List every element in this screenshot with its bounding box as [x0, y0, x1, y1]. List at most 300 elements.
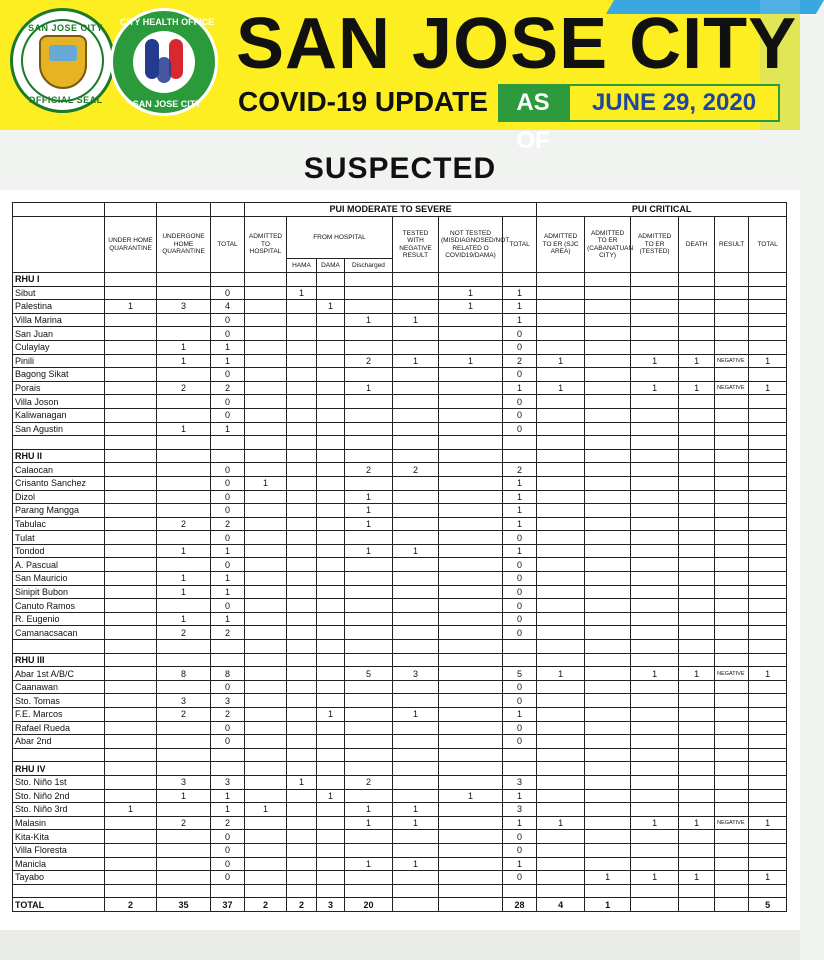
table-cell — [105, 653, 157, 667]
table-cell — [439, 476, 503, 490]
table-cell — [287, 762, 317, 776]
table-cell — [749, 327, 787, 341]
table-cell: 0 — [211, 476, 245, 490]
table-cell — [749, 408, 787, 422]
table-cell — [537, 558, 585, 572]
table-cell — [157, 871, 211, 885]
table-cell — [105, 436, 157, 450]
barangay-name: Tayabo — [13, 871, 105, 885]
table-cell — [503, 640, 537, 654]
table-cell — [105, 599, 157, 613]
table-cell: 1 — [287, 286, 317, 300]
table-cell: 3 — [211, 775, 245, 789]
table-cell — [631, 612, 679, 626]
barangay-name: A. Pascual — [13, 558, 105, 572]
table-cell — [105, 762, 157, 776]
table-cell — [439, 395, 503, 409]
table-cell — [439, 694, 503, 708]
table-cell — [287, 436, 317, 450]
table-cell: 1 — [245, 803, 287, 817]
table-cell: 0 — [503, 680, 537, 694]
table-cell — [749, 884, 787, 898]
table-cell — [631, 422, 679, 436]
table-cell — [345, 585, 393, 599]
table-cell — [585, 422, 631, 436]
table-cell — [345, 558, 393, 572]
seal-bottom-text: OFFICIAL SEAL — [28, 95, 103, 105]
table-cell — [749, 300, 787, 314]
table-cell: 3 — [317, 898, 345, 912]
table-cell — [345, 640, 393, 654]
table-cell: 1 — [679, 816, 715, 830]
col-death: DEATH — [679, 217, 715, 273]
table-cell — [157, 286, 211, 300]
table-cell — [393, 449, 439, 463]
table-cell — [245, 694, 287, 708]
barangay-name: Villa Joson — [13, 395, 105, 409]
table-row — [13, 721, 787, 735]
table-cell — [287, 748, 317, 762]
blank-row — [13, 748, 787, 762]
table-cell — [631, 626, 679, 640]
table-cell — [679, 789, 715, 803]
table-cell — [287, 531, 317, 545]
table-cell — [715, 612, 749, 626]
table-cell — [317, 368, 345, 382]
table-row — [13, 422, 787, 436]
table-cell — [245, 531, 287, 545]
table-cell — [503, 884, 537, 898]
table-cell — [715, 544, 749, 558]
table-cell — [715, 422, 749, 436]
table-cell — [585, 830, 631, 844]
table-cell — [105, 626, 157, 640]
table-cell: 0 — [503, 585, 537, 599]
table-cell — [345, 449, 393, 463]
table-cell — [749, 313, 787, 327]
table-cell — [585, 612, 631, 626]
table-cell — [537, 340, 585, 354]
table-cell — [105, 286, 157, 300]
barangay-name: Abar 2nd — [13, 735, 105, 749]
table-cell — [157, 476, 211, 490]
table-cell — [631, 694, 679, 708]
table-cell — [393, 300, 439, 314]
table-cell — [317, 816, 345, 830]
table-cell — [287, 843, 317, 857]
table-cell — [749, 585, 787, 599]
table-cell — [157, 735, 211, 749]
table-cell — [317, 572, 345, 586]
table-cell — [317, 340, 345, 354]
table-cell — [287, 368, 317, 382]
table-cell — [537, 449, 585, 463]
table-cell — [393, 599, 439, 613]
table-cell — [439, 680, 503, 694]
table-cell — [715, 789, 749, 803]
table-cell — [105, 857, 157, 871]
table-cell: 1 — [345, 803, 393, 817]
table-cell — [749, 273, 787, 287]
table-cell — [439, 748, 503, 762]
table-cell: 1 — [537, 354, 585, 368]
table-cell — [439, 313, 503, 327]
table-cell: 0 — [211, 599, 245, 613]
table-cell — [317, 449, 345, 463]
table-cell — [749, 544, 787, 558]
table-cell: 2 — [503, 354, 537, 368]
table-cell — [749, 857, 787, 871]
table-cell: 0 — [503, 721, 537, 735]
table-cell — [749, 721, 787, 735]
table-cell: 4 — [537, 898, 585, 912]
table-cell — [537, 408, 585, 422]
table-cell: 1 — [749, 381, 787, 395]
table-cell — [537, 517, 585, 531]
table-cell: 0 — [211, 735, 245, 749]
table-cell — [679, 721, 715, 735]
table-cell — [393, 762, 439, 776]
table-row — [13, 463, 787, 477]
col-hama: HAMA — [287, 259, 317, 273]
table-cell — [105, 735, 157, 749]
table-cell — [631, 857, 679, 871]
table-cell — [715, 340, 749, 354]
table-cell — [715, 436, 749, 450]
table-cell — [585, 585, 631, 599]
table-cell — [211, 449, 245, 463]
table-cell — [345, 694, 393, 708]
table-cell — [631, 708, 679, 722]
city-seal-logo — [10, 8, 115, 113]
table-cell — [715, 490, 749, 504]
table-cell — [157, 531, 211, 545]
table-cell — [105, 327, 157, 341]
table-cell — [345, 531, 393, 545]
table-cell — [345, 626, 393, 640]
table-cell — [439, 327, 503, 341]
table-cell — [393, 422, 439, 436]
barangay-name: Manicla — [13, 857, 105, 871]
table-cell — [439, 735, 503, 749]
table-cell — [715, 273, 749, 287]
table-cell — [157, 599, 211, 613]
table-cell — [157, 436, 211, 450]
table-cell — [287, 395, 317, 409]
table-cell — [585, 775, 631, 789]
table-cell — [245, 599, 287, 613]
table-row — [13, 558, 787, 572]
table-cell — [631, 640, 679, 654]
table-cell — [211, 273, 245, 287]
table-cell — [679, 680, 715, 694]
table-row — [13, 313, 787, 327]
group-row — [13, 449, 787, 463]
table-cell: 2 — [345, 775, 393, 789]
table-cell — [679, 558, 715, 572]
table-cell — [345, 368, 393, 382]
table-cell — [749, 694, 787, 708]
table-cell — [503, 748, 537, 762]
table-cell — [245, 640, 287, 654]
table-cell — [157, 273, 211, 287]
table-cell — [631, 313, 679, 327]
table-cell: 1 — [631, 381, 679, 395]
table-cell: 0 — [211, 490, 245, 504]
table-cell — [345, 340, 393, 354]
table-cell — [715, 640, 749, 654]
table-cell — [749, 612, 787, 626]
table-cell — [679, 531, 715, 545]
table-cell — [631, 735, 679, 749]
table-cell — [631, 884, 679, 898]
table-cell — [679, 612, 715, 626]
table-cell — [157, 762, 211, 776]
table-cell: 1 — [631, 667, 679, 681]
table-cell — [749, 286, 787, 300]
table-cell — [715, 653, 749, 667]
header-banner — [0, 0, 800, 154]
table-cell — [211, 653, 245, 667]
table-cell: NEGATIVE — [715, 381, 749, 395]
table-cell — [749, 599, 787, 613]
barangay-name: Kita-Kita — [13, 830, 105, 844]
table-cell — [631, 585, 679, 599]
table-row — [13, 667, 787, 681]
table-cell — [157, 463, 211, 477]
seal-top-text: SAN JOSE CITY — [27, 23, 103, 33]
table-cell — [393, 898, 439, 912]
table-cell — [393, 585, 439, 599]
table-cell — [503, 762, 537, 776]
table-cell — [157, 803, 211, 817]
table-cell: 2 — [157, 816, 211, 830]
table-cell — [503, 653, 537, 667]
table-cell — [345, 735, 393, 749]
table-cell — [631, 789, 679, 803]
table-cell — [345, 273, 393, 287]
table-cell — [679, 476, 715, 490]
barangay-name: Sibut — [13, 286, 105, 300]
table-cell — [105, 449, 157, 463]
table-cell — [715, 599, 749, 613]
table-cell: 1 — [211, 789, 245, 803]
table-cell — [245, 340, 287, 354]
table-cell: 5 — [749, 898, 787, 912]
table-cell — [439, 558, 503, 572]
table-cell — [715, 449, 749, 463]
table-cell: 1 — [503, 504, 537, 518]
table-row — [13, 490, 787, 504]
table-cell — [439, 544, 503, 558]
table-cell: 1 — [157, 612, 211, 626]
table-cell — [439, 803, 503, 817]
table-cell: 1 — [157, 354, 211, 368]
blank-row — [13, 640, 787, 654]
barangay-name: Crisanto Sanchez — [13, 476, 105, 490]
table-cell: 3 — [393, 667, 439, 681]
table-cell — [245, 721, 287, 735]
table-cell — [317, 476, 345, 490]
table-cell — [537, 395, 585, 409]
table-cell: 0 — [503, 531, 537, 545]
table-cell — [631, 368, 679, 382]
table-cell — [537, 694, 585, 708]
page-title: SAN JOSE CITY — [236, 4, 798, 84]
table-cell: 1 — [393, 816, 439, 830]
barangay-name: Villa Floresta — [13, 843, 105, 857]
barangay-name: Calaocan — [13, 463, 105, 477]
table-cell — [537, 748, 585, 762]
table-cell — [393, 368, 439, 382]
table-cell — [157, 408, 211, 422]
table-cell — [105, 830, 157, 844]
table-cell — [679, 395, 715, 409]
table-cell — [393, 436, 439, 450]
table-cell — [317, 531, 345, 545]
table-row — [13, 735, 787, 749]
table-cell — [105, 721, 157, 735]
table-cell — [105, 775, 157, 789]
table-cell — [585, 354, 631, 368]
table-cell — [715, 504, 749, 518]
table-cell — [345, 748, 393, 762]
table-cell — [287, 789, 317, 803]
table-cell — [287, 517, 317, 531]
table-cell: 3 — [157, 694, 211, 708]
table-cell — [537, 463, 585, 477]
header-blank — [13, 203, 105, 217]
table-cell: 1 — [317, 708, 345, 722]
table-cell: 1 — [503, 286, 537, 300]
table-cell — [105, 544, 157, 558]
table-cell: 2 — [211, 626, 245, 640]
table-cell: 3 — [503, 775, 537, 789]
table-cell — [679, 286, 715, 300]
table-cell — [317, 273, 345, 287]
table-cell: 1 — [211, 585, 245, 599]
table-cell — [679, 544, 715, 558]
table-cell — [393, 884, 439, 898]
table-cell — [287, 884, 317, 898]
table-cell — [105, 789, 157, 803]
table-cell — [245, 653, 287, 667]
table-cell — [105, 640, 157, 654]
table-row — [13, 300, 787, 314]
table-cell — [749, 395, 787, 409]
table-cell — [105, 680, 157, 694]
table-cell — [287, 273, 317, 287]
barangay-name — [13, 436, 105, 450]
table-cell — [317, 748, 345, 762]
table-cell — [317, 626, 345, 640]
table-cell — [393, 830, 439, 844]
table-cell — [245, 300, 287, 314]
barangay-name: TOTAL — [13, 898, 105, 912]
table-cell — [105, 816, 157, 830]
table-cell: 1 — [503, 490, 537, 504]
table-cell — [287, 327, 317, 341]
barangay-name: Abar 1st A/B/C — [13, 667, 105, 681]
table-cell — [439, 517, 503, 531]
table-cell — [715, 517, 749, 531]
table-cell — [749, 422, 787, 436]
table-cell — [439, 640, 503, 654]
table-cell: 1 — [679, 871, 715, 885]
table-cell — [317, 408, 345, 422]
table-cell — [345, 612, 393, 626]
table-cell — [245, 490, 287, 504]
table-cell — [749, 775, 787, 789]
table-cell — [679, 843, 715, 857]
table-cell: 3 — [157, 775, 211, 789]
as-of-label: AS OF — [498, 84, 568, 122]
barangay-name: Sto. Tomas — [13, 694, 105, 708]
table-cell — [715, 762, 749, 776]
table-cell — [439, 368, 503, 382]
table-cell: 0 — [211, 463, 245, 477]
col-discharged: Discharged — [345, 259, 393, 273]
table-cell — [631, 775, 679, 789]
table-cell — [245, 517, 287, 531]
table-cell — [105, 422, 157, 436]
table-cell: 1 — [157, 544, 211, 558]
table-cell — [105, 408, 157, 422]
table-cell — [537, 871, 585, 885]
group-label: RHU III — [13, 653, 105, 667]
col-admitted-tested: ADMITTED TO ER (TESTED) — [631, 217, 679, 273]
table-cell — [317, 762, 345, 776]
table-cell — [749, 504, 787, 518]
table-cell — [715, 313, 749, 327]
table-cell: 0 — [503, 327, 537, 341]
header-blank — [105, 203, 157, 217]
table-cell — [715, 708, 749, 722]
table-cell — [715, 572, 749, 586]
table-cell: 0 — [211, 558, 245, 572]
table-cell — [345, 843, 393, 857]
table-cell — [439, 857, 503, 871]
table-cell — [679, 327, 715, 341]
table-row — [13, 354, 787, 368]
table-cell: 5 — [345, 667, 393, 681]
table-cell — [345, 286, 393, 300]
table-cell — [679, 463, 715, 477]
table-cell — [317, 830, 345, 844]
table-cell — [105, 694, 157, 708]
table-cell — [585, 531, 631, 545]
table-cell: 1 — [105, 300, 157, 314]
table-cell — [537, 626, 585, 640]
barangay-name — [13, 640, 105, 654]
table-cell: 1 — [393, 354, 439, 368]
table-cell — [245, 612, 287, 626]
table-cell — [393, 531, 439, 545]
table-cell — [749, 640, 787, 654]
table-cell — [345, 789, 393, 803]
table-cell — [715, 463, 749, 477]
table-cell — [245, 871, 287, 885]
table-cell — [715, 531, 749, 545]
table-cell — [317, 843, 345, 857]
table-cell — [287, 463, 317, 477]
table-cell — [585, 857, 631, 871]
table-cell — [439, 422, 503, 436]
barangay-name: F.E. Marcos — [13, 708, 105, 722]
table-cell — [631, 327, 679, 341]
barangay-name: Sinipit Bubon — [13, 585, 105, 599]
table-cell — [537, 572, 585, 586]
